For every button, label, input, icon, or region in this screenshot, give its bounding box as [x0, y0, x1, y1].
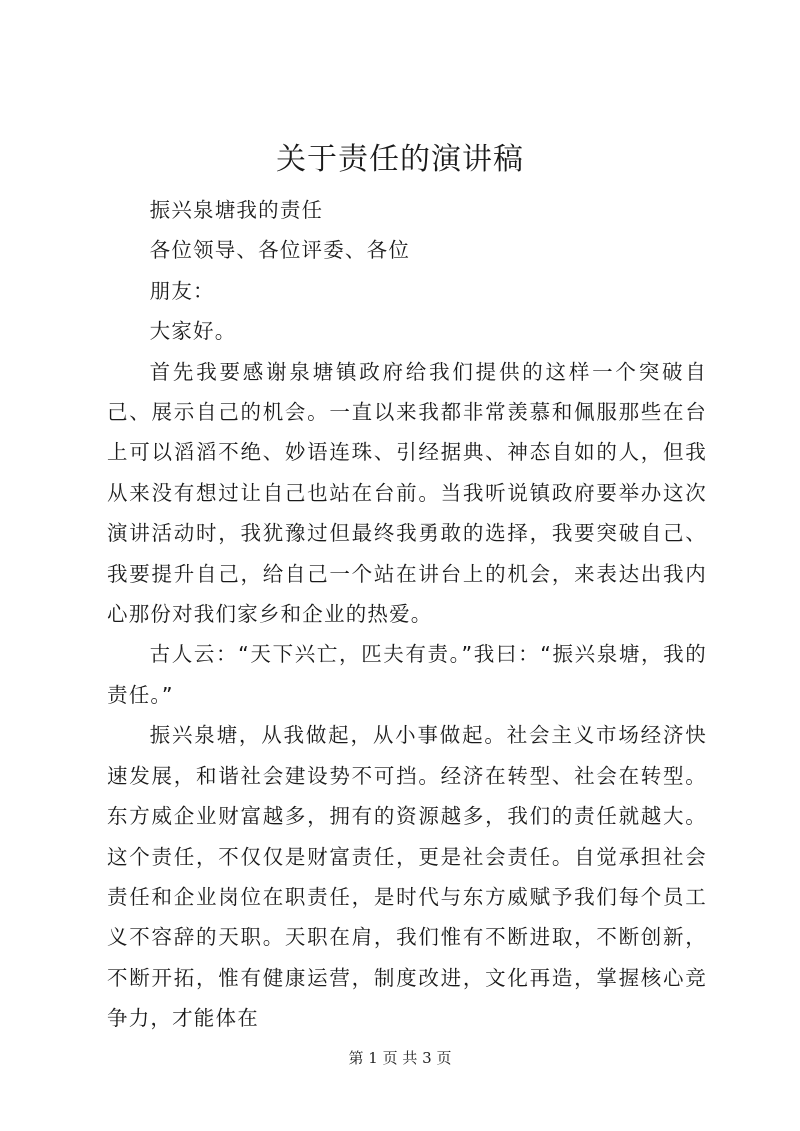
paragraph-salutation-cont: 朋友： [149, 278, 215, 303]
paragraph-body: 振兴泉塘，从我做起，从小事做起。社会主义市场经济快速发展，和谐社会建设势不可挡。经济在转型、社会在转型。东方威企业财富越多，拥有的资源越多，我们的责任就越大。这个责任，不仅仅是财富责任，更是社会责任。自觉承担社会责任和企业岗位在职责任，是时代与东方威赋予我们每个员工义不容辞的天职。天职在肩，我们惟有不断进取，不断创新，不断开拓，惟有健康运营，制度改进，文化再造，掌握核心竞争力，才能体在 [107, 723, 707, 1031]
paragraph-greeting: 大家好。 [149, 319, 237, 344]
document-body [107, 190, 707, 1039]
paragraph-subtitle: 振兴泉塘我的责任 [149, 198, 324, 222]
paragraph-body: 首先我要感谢泉塘镇政府给我们提供的这样一个突破自己、展示自己的机会。一直以来我都非常羡慕和佩服那些在台上可以滔滔不绝、妙语连珠、引经据典、神态自如的人，但我从来没有想过让自己也站在台前。当我听说镇政府要举办这次演讲活动时，我犹豫过但最终我勇敢的选择，我要突破自己、我要提升自己，给自己一个站在讲台上的机会，来表达出我内心那份对我们家乡和企业的热爱。 [107, 359, 707, 627]
page-footer: 第 1 页 共 3 页 [348, 1049, 452, 1067]
document-title: 关于责任的演讲稿 [276, 142, 524, 177]
paragraph-salutation: 各位领导、各位评委、各位 [149, 238, 411, 263]
paragraph-body: 古人云：“天下兴亡，匹夫有责。”我曰：“振兴泉塘，我的责任。” [107, 642, 707, 707]
